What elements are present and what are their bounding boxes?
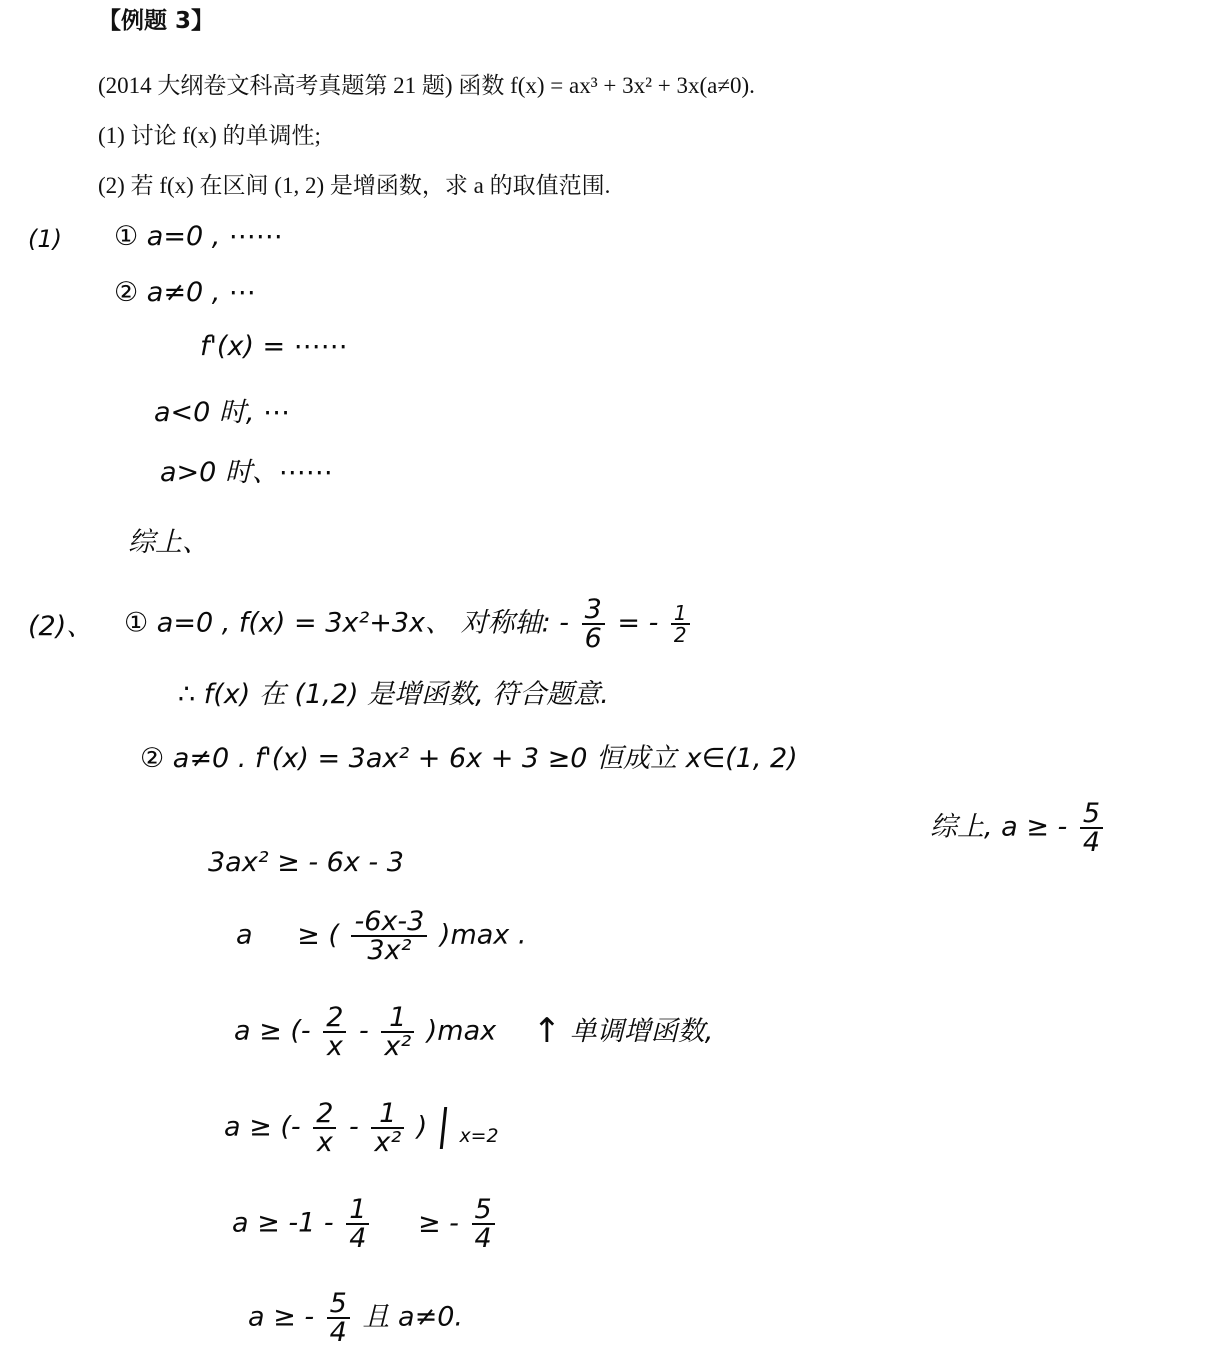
step-2-fraction bbox=[351, 908, 427, 964]
problem-source-line: (2014 大纲卷文科高考真题第 21 题) 函数 f(x) = ax³ + 3x² + 3x(a≠0). bbox=[98, 73, 755, 98]
summary-fraction bbox=[1080, 800, 1103, 856]
step-5-denominator-2: 4 bbox=[474, 1223, 492, 1254]
step-1: 3ax² ≥ - 6x - 3 bbox=[208, 847, 404, 878]
step-4-minus: - bbox=[349, 1111, 359, 1143]
step-5-mid: ≥ - bbox=[417, 1207, 459, 1239]
question-2: (2) 若 f(x) 在区间 (1, 2) 是增函数，求 a 的取值范围. bbox=[98, 173, 611, 198]
axis-fraction-denominator: 6 bbox=[584, 623, 602, 654]
step-4-fraction-2 bbox=[371, 1100, 404, 1156]
step-3-note bbox=[532, 1011, 714, 1052]
half-fraction-numerator: 1 bbox=[671, 603, 690, 625]
step-3-prefix: a ≥ (- bbox=[234, 1015, 311, 1047]
axis-fraction bbox=[582, 596, 605, 652]
part1-case1: ① a=0 , ⋯⋯ bbox=[114, 221, 283, 252]
step-6-numerator: 5 bbox=[327, 1290, 350, 1319]
step-2-denominator: 3x² bbox=[367, 935, 412, 966]
step-4 bbox=[224, 1100, 499, 1156]
step-4-denominator-1: x bbox=[316, 1127, 333, 1158]
step-5 bbox=[232, 1196, 499, 1252]
step-5-fraction-1 bbox=[346, 1196, 369, 1252]
step-3-max: )max bbox=[426, 1015, 497, 1047]
step-5-fraction-2 bbox=[472, 1196, 495, 1252]
summary-fraction-numerator: 5 bbox=[1080, 800, 1103, 829]
step-4-fraction-1 bbox=[313, 1100, 336, 1156]
step-2-max: )max . bbox=[439, 919, 527, 951]
step-4-denominator-2: x² bbox=[374, 1127, 402, 1158]
part1-derivative: f'(x) = ⋯⋯ bbox=[200, 331, 348, 362]
step-3-fraction-2 bbox=[381, 1004, 414, 1060]
part1-a-negative: a<0 时, ⋯ bbox=[154, 397, 291, 428]
step-4-numerator-1: 2 bbox=[313, 1100, 336, 1129]
step-5-denominator-1: 4 bbox=[349, 1223, 367, 1254]
step-3-note-text: 单调增函数, bbox=[569, 1015, 714, 1047]
step-3 bbox=[234, 1004, 713, 1060]
step-3-denominator-1: x bbox=[326, 1031, 343, 1062]
part1-a-positive: a>0 时、⋯⋯ bbox=[160, 457, 333, 488]
step-4-eval-point: x=2 bbox=[459, 1124, 499, 1147]
part2-case1-line bbox=[124, 596, 694, 652]
part1-summary: 综上、 bbox=[128, 527, 209, 558]
step-3-fraction-1 bbox=[323, 1004, 346, 1060]
step-3-numerator-1: 2 bbox=[323, 1004, 346, 1033]
step-3-minus: - bbox=[359, 1015, 369, 1047]
axis-equals: = - bbox=[617, 607, 659, 639]
step-2-a: a bbox=[236, 919, 253, 951]
part2-case1-conclusion: ∴ f(x) 在 (1,2) 是增函数, 符合题意. bbox=[178, 679, 609, 710]
step-6-suffix: 且 a≠0. bbox=[362, 1301, 463, 1333]
step-5-prefix: a ≥ -1 - bbox=[232, 1207, 334, 1239]
step-3-denominator-2: x² bbox=[384, 1031, 412, 1062]
step-4-close: ) bbox=[416, 1111, 428, 1143]
step-2-numerator: -6x-3 bbox=[351, 908, 427, 937]
part2-case1-text: ① a=0 , f(x) = 3x²+3x、 对称轴: - bbox=[124, 607, 569, 639]
step-6-fraction bbox=[327, 1290, 350, 1346]
question-1: (1) 讨论 f(x) 的单调性; bbox=[98, 123, 321, 148]
part1-label: (1) bbox=[28, 225, 62, 253]
part2-summary bbox=[930, 800, 1107, 856]
step-6 bbox=[248, 1290, 463, 1346]
part1-case2: ② a≠0 , ⋯ bbox=[114, 277, 256, 308]
example-heading: 【例题 3】 bbox=[98, 8, 215, 34]
step-4-prefix: a ≥ (- bbox=[224, 1111, 301, 1143]
half-fraction bbox=[671, 603, 690, 645]
step-5-numerator-2: 5 bbox=[472, 1196, 495, 1225]
half-fraction-denominator: 2 bbox=[673, 623, 687, 647]
summary-fraction-denominator: 4 bbox=[1082, 827, 1101, 858]
step-3-numerator-2: 1 bbox=[381, 1004, 414, 1033]
axis-fraction-numerator: 3 bbox=[582, 596, 605, 625]
part2-label: (2)、 bbox=[28, 611, 94, 642]
part2-summary-text: 综上, a ≥ - bbox=[930, 811, 1068, 843]
step-6-prefix: a ≥ - bbox=[248, 1301, 315, 1333]
arrow-up-icon: ↑ bbox=[532, 1011, 562, 1052]
part2-case2: ② a≠0 . f'(x) = 3ax² + 6x + 3 ≥0 恒成立 x∈(1, 2) bbox=[140, 743, 798, 774]
step-5-numerator-1: 1 bbox=[346, 1196, 369, 1225]
step-2-ge: ≥ ( bbox=[297, 919, 339, 951]
step-6-denominator: 4 bbox=[329, 1317, 347, 1348]
step-2 bbox=[236, 908, 526, 964]
step-4-numerator-2: 1 bbox=[371, 1100, 404, 1129]
evaluation-bar bbox=[440, 1107, 447, 1149]
